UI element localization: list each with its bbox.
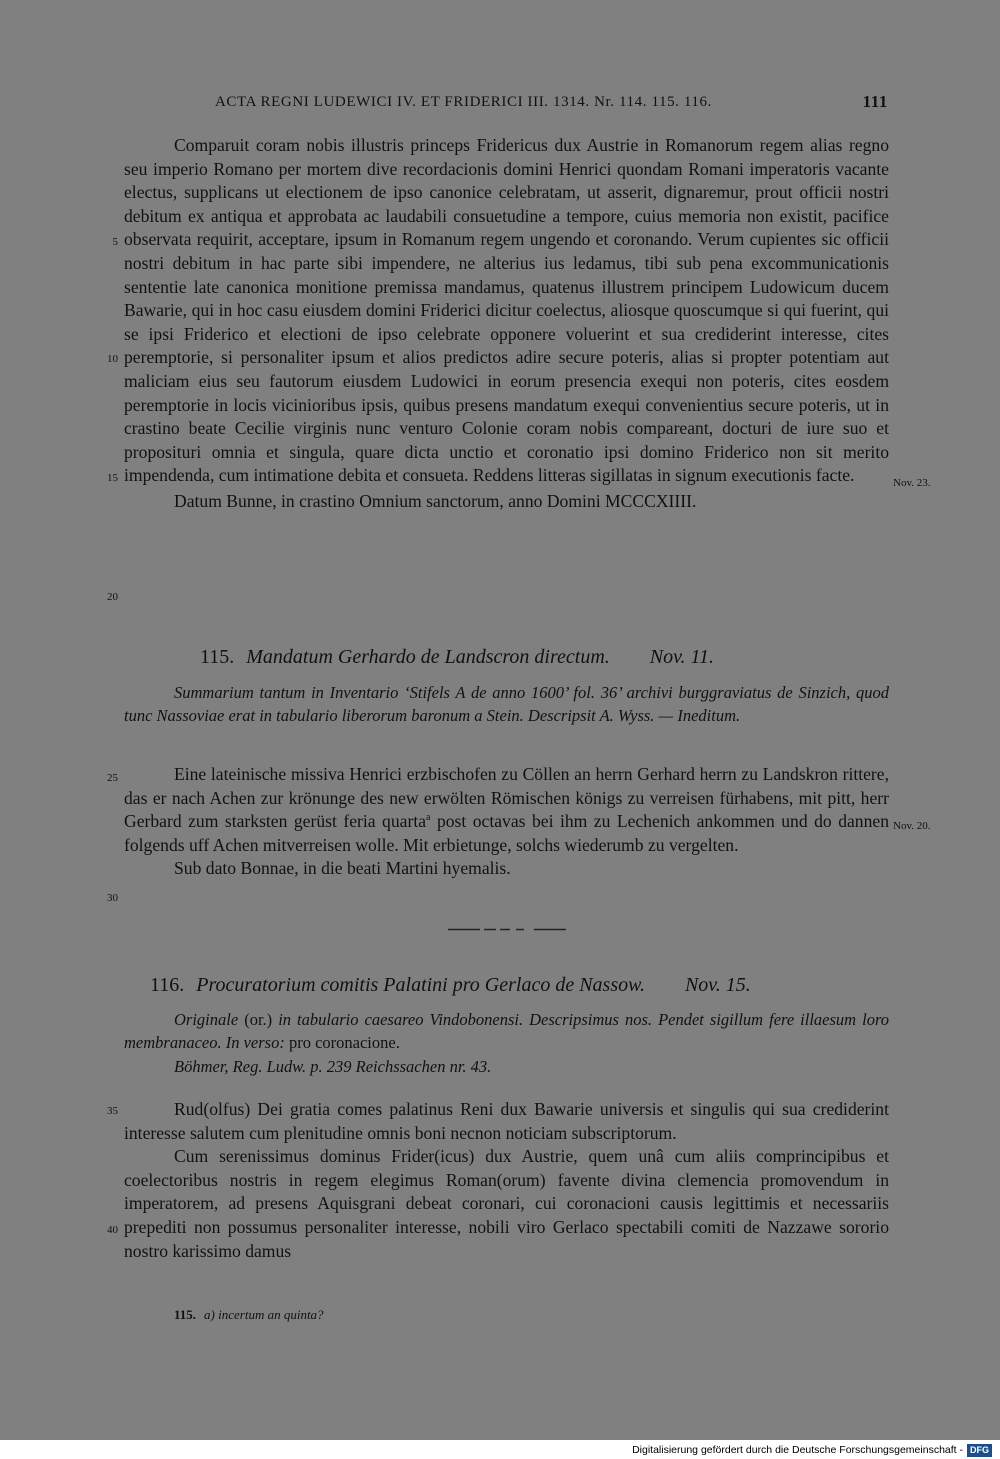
- dfg-logo: DFG: [967, 1444, 992, 1457]
- doc116-source-a: Originale: [174, 1010, 239, 1029]
- doc116-para2: Cum serenissimus dominus Frider(icus) dux Austrie, quem unâ cum aliis comprincipibus et coelectoribus nostris in regem elegimus Roman(orum) favente divina clemencia promovendum in imperatorem, ad presens Aquisgrani debeat coronari, cui coronacioni causis legittimis et necessariis prepediti non possumus personaliter interesse, nobili viro Gerlaco spectabili comiti de Nazzawe sororio nostro karissimo damus: [124, 1146, 889, 1261]
- running-head-title: ACTA REGNI LUDEWICI IV. ET FRIDERICI III. 1314. Nr. 114. 115. 116.: [215, 94, 712, 110]
- footnote-text: a) incertum an quinta?: [204, 1307, 324, 1322]
- line-number: 15: [107, 472, 118, 484]
- page-number: 111: [862, 92, 888, 111]
- line-number: 30: [107, 892, 118, 904]
- doc116-date: Nov. 15.: [684, 974, 751, 996]
- line-number: 20: [107, 591, 118, 603]
- doc116-reference: Böhmer, Reg. Ludw. p. 239 Reichssachen nr. 43.: [174, 1056, 492, 1076]
- footnote: [174, 1307, 324, 1323]
- line-number: 40: [107, 1224, 118, 1236]
- doc115-body-text: Eine lateinische missiva Henrici erzbischofen zu Cöllen an herrn Gerhard herrn zu Landskron rittere, das er nach Achen zur krönunge des new erwölten Römischen königs zu verreisen fürhabens, mit pitt, herr Gerbard zum starksten gerüst feria quarta: [124, 764, 889, 832]
- doc115-source-text: Summarium tantum in Inventario ‘Stifels A de anno 1600’ fol. 36’ archivi burggraviatus de Sinzich, quod tunc Nassoviae erat in tabulario liberorum baronum a Stein. Descripsit A. Wyss. — Ineditum.: [124, 683, 889, 726]
- doc116-source-d: pro coronacione.: [288, 1033, 400, 1053]
- doc116-source-b: (or.): [244, 1010, 273, 1029]
- doc115-text: [124, 763, 889, 881]
- doc116-number: 116.: [150, 974, 185, 996]
- section-separator: [448, 928, 566, 931]
- doc115-dating: Sub dato Bonnae, in die beati Martini hyemalis.: [174, 858, 511, 879]
- doc115-body-cont: post octavas bei ihm zu Lechenich ankommen und do dannen folgends uff Achen mitverreisen wolle. Mit erbietunge, solchs wiederumb zu vergelten.: [124, 811, 889, 855]
- doc115-heading: [200, 646, 714, 669]
- doc114-text: [124, 134, 889, 514]
- doc116-text: [124, 1098, 889, 1263]
- running-head: [150, 92, 890, 116]
- line-number: 25: [107, 772, 118, 784]
- footnote-number: 115.: [174, 1307, 197, 1322]
- doc116-para1: Rud(olfus) Dei gratia comes palatinus Reni dux Bawarie universis et singulis qui sua crediderint interesse salutem cum plenitudine omnis boni necnon noticiam subscriptorum.: [124, 1099, 889, 1143]
- digitization-credit: [632, 1443, 992, 1457]
- doc116-source-c: in tabulario caesareo Vindobonensi. Descripsimus nos. Pendet sigillum fere illaesum loro membranaceo. In verso:: [124, 1010, 890, 1053]
- doc115-date: Nov. 11.: [649, 646, 715, 668]
- doc115-number: 115.: [200, 646, 235, 668]
- credit-text: Digitalisierung gefördert durch die Deutsche Forschungsgemeinschaft -: [632, 1444, 963, 1456]
- margin-date-note: Nov. 20.: [893, 820, 931, 832]
- margin-date-note: Nov. 23.: [893, 477, 931, 489]
- doc116-source-text: [124, 1008, 889, 1055]
- doc115-source: [124, 681, 889, 728]
- doc116-title: Procuratorium comitis Palatini pro Gerlaco de Nassow.: [196, 974, 645, 996]
- doc116-source: [124, 1008, 889, 1078]
- doc114-body: Comparuit coram nobis illustris princeps Fridericus dux Austrie in Romanorum regem alias regno seu imperio Romano per mortem dive recordacionis domini Henrici quondam Romani imperatoris vacante electus, supplicans ut electionem de ipso canonice celebratam, ut asserit, dignaremur, prout officii nostri debitum ex antiqua et approbata ac laudabili consuetudine a tempore, cuius memoria non existit, pacifice observata requirit, acceptare, ipsum in Romanum regem ungendo et coronando. Verum cupientes sic officii nostri debitum in hac parte sibi impendere, ne alterius ius ledamus, tibi sub pena excommunicationis sententie late canonica monitione premissa mandamus, quatenus illustrem principem Ludowicum ducem Bawarie, qui in hoc casu eiusdem domini Friderici dicitur coelectus, aliosque quoscumque si qui fuerint, qui se ipsi Friderico et electioni de ipso celebrate opponere voluerint et sua crediderint interesse, cites peremptorie, si personaliter ipsum et alios predictos adire secure poteris, alias si propter potentiam aut maliciam eius seu fautorum eiusdem Ludowici in eorum presencia exequi non poteris, cites eosdem peremptorie in locis vicinioribus ipsis, quibus presens mandatum exequi convenientius secure poteris, ut in crastino beate Cecilie virginis nunc venturo Colonie coram nobis compareant, docturi de iure suo et proposituri omnia et singula, quare dicta unctio et coronatio ipsi domino Friderico non sit merito impendenda, cum intimatione debita et consueta. Reddens litteras sigillatas in signum executionis facte.: [124, 135, 889, 486]
- doc115-title: Mandatum Gerhardo de Landscron directum.: [246, 646, 610, 668]
- footnote-mark: a: [426, 812, 431, 824]
- line-number: 35: [107, 1105, 118, 1117]
- line-number: 5: [112, 236, 118, 248]
- line-number: 10: [107, 353, 118, 365]
- doc114-dating: Datum Bunne, in crastino Omnium sanctorum, anno Domini MCCCXIIII.: [174, 490, 697, 511]
- doc115-body: [124, 763, 889, 857]
- doc116-heading: [150, 974, 751, 997]
